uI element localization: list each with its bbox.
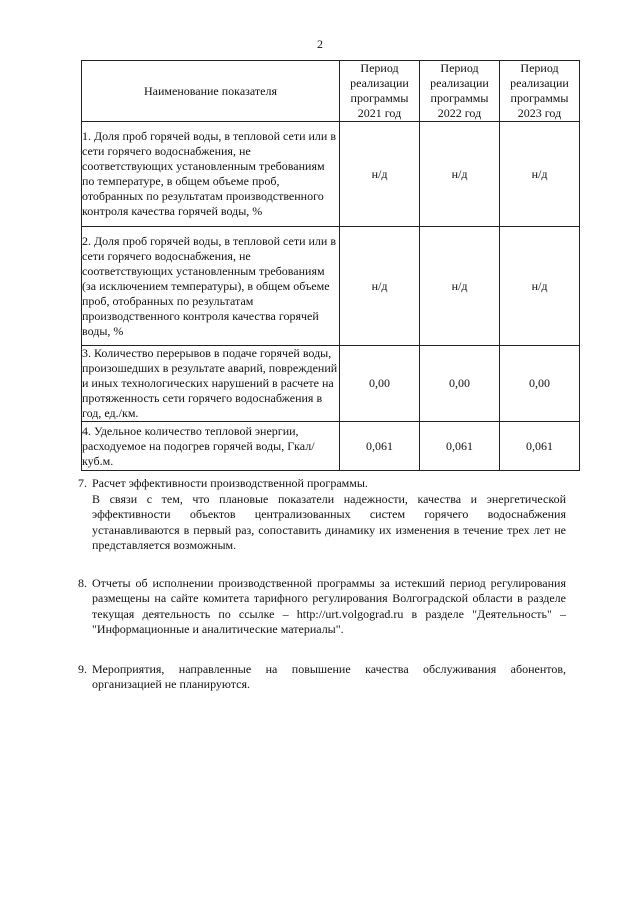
header-indicator-name: Наименование показателя <box>82 61 340 122</box>
document-sections <box>78 476 566 693</box>
value-cell-2023: н/д <box>500 122 580 227</box>
header-period-line: программы <box>510 91 569 105</box>
section-number: 8. <box>78 575 87 590</box>
table-row <box>82 346 580 422</box>
section-7 <box>78 476 566 554</box>
section-body: Отчеты об исполнении производственной программы за истекший период регулирования размещены на сайте комитета тарифного регулирования Волгоградской области в разделе текущая деятельность по ссылке – http://urt.volgograd.ru в разделе "Деятельность" – "Информационные и аналитические материалы". <box>92 575 566 636</box>
header-period-line: реализации <box>430 76 489 90</box>
section-body: Мероприятия, направленные на повышение качества обслуживания абонентов, организацией не планируются. <box>92 661 566 691</box>
value-cell-2021: н/д <box>340 227 420 346</box>
indicator-name-cell: 2. Доля проб горячей воды, в тепловой сети или в сети горячего водоснабжения, не соответствующих установленным требованиям (за исключением температуры), в общем объеме проб, отобранных по результатам производственного контроля качества горячей воды, % <box>82 227 340 346</box>
value-cell-2023: 0,061 <box>500 422 580 471</box>
section-number: 7. <box>78 476 87 490</box>
value-cell-2023: 0,00 <box>500 346 580 422</box>
section-8 <box>78 575 566 638</box>
value-cell-2022: 0,00 <box>420 346 500 422</box>
header-period-line: реализации <box>350 76 409 90</box>
table-row <box>82 227 580 346</box>
section-9 <box>78 661 566 693</box>
header-period-2023 <box>500 61 580 122</box>
value-cell-2021: н/д <box>340 122 420 227</box>
indicator-name-cell: 4. Удельное количество тепловой энергии, расходуемое на подогрев горячей воды, Гкал/куб.м. <box>82 422 340 471</box>
section-body: В связи с тем, что плановые показатели надежности, качества и энергетической эффективности объектов централизованных систем горячего водоснабжения устанавливаются в первый раз, сопоставить динамику их изменения в течение трех лет не представляется возможным. <box>92 491 566 552</box>
indicator-name-cell: 3. Количество перерывов в подаче горячей воды, произошедших в результате аварий, повреждений и иных технологических нарушений в расчете на протяженность сети горячего водоснабжения в год, ед./км. <box>82 346 340 422</box>
header-period-line: реализации <box>510 76 569 90</box>
indicator-name-cell: 1. Доля проб горячей воды, в тепловой сети или в сети горячего водоснабжения, не соответствующих установленным требованиям по температуре, в общем объеме проб, отобранных по результатам производственного контроля качества горячей воды, % <box>82 122 340 227</box>
page-number: 2 <box>317 37 323 51</box>
table-row <box>82 422 580 471</box>
value-cell-2022: н/д <box>420 122 500 227</box>
header-period-2022 <box>420 61 500 122</box>
header-period-2021 <box>340 61 420 122</box>
value-cell-2022: 0,061 <box>420 422 500 471</box>
value-cell-2022: н/д <box>420 227 500 346</box>
header-period-line: 2022 год <box>437 106 482 120</box>
header-period-line: программы <box>430 91 489 105</box>
indicators-table <box>81 60 580 471</box>
table-row <box>82 122 580 227</box>
section-title: Расчет эффективности производственной программы. <box>92 476 368 490</box>
header-period-line: Период <box>440 61 479 75</box>
value-cell-2021: 0,061 <box>340 422 420 471</box>
header-period-line: Период <box>360 61 399 75</box>
section-number: 9. <box>78 661 87 676</box>
header-period-line: программы <box>350 91 409 105</box>
value-cell-2021: 0,00 <box>340 346 420 422</box>
table-header-row <box>82 61 580 122</box>
header-period-line: Период <box>520 61 559 75</box>
header-period-line: 2021 год <box>357 106 402 120</box>
header-period-line: 2023 год <box>517 106 562 120</box>
value-cell-2023: н/д <box>500 227 580 346</box>
